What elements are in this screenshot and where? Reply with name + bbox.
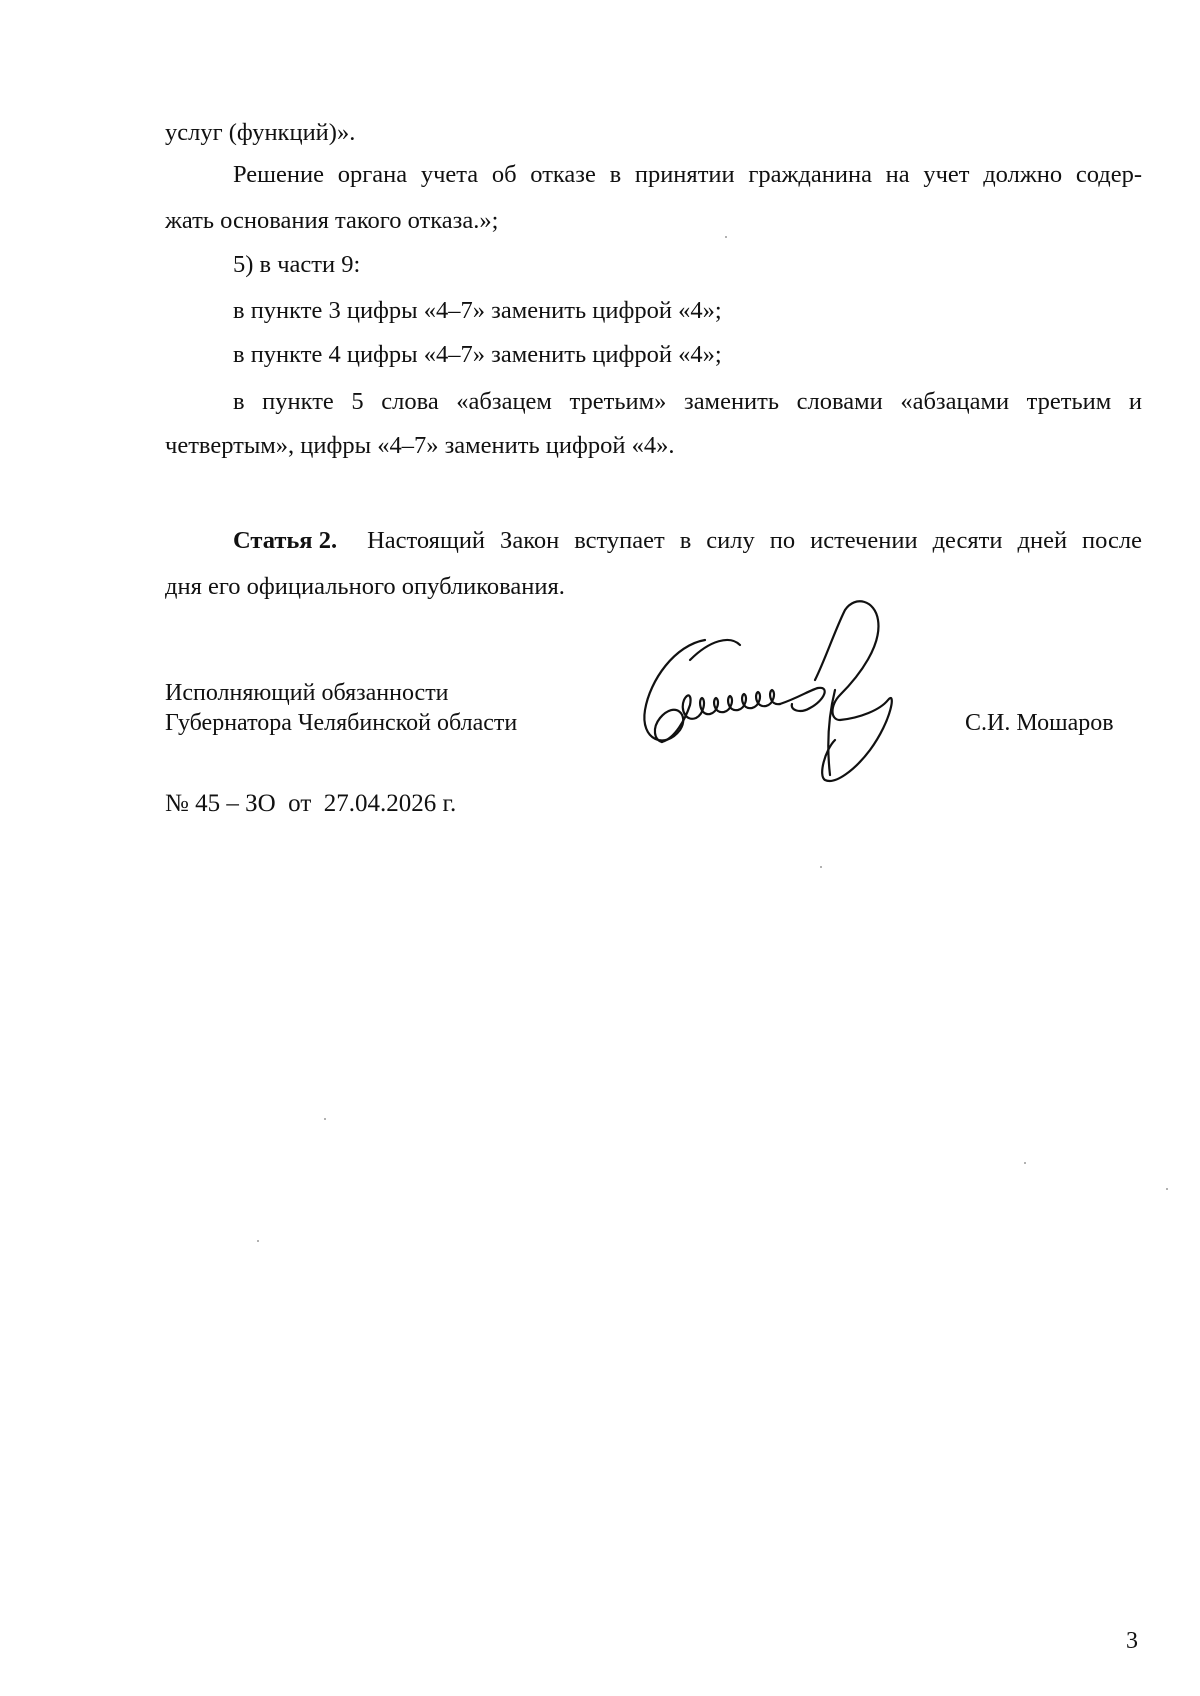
body-line: в пункте 5 слова «абзацем третьим» заменить словами «абзацами третьим и [233, 388, 1142, 415]
scan-speck [1024, 1162, 1026, 1164]
scan-speck [257, 1240, 259, 1242]
signer-position [165, 678, 517, 738]
body-line: жать основания такого отказа.»; [165, 207, 499, 234]
article-text: Настоящий Закон вступает в силу по истечении десяти дней после [367, 527, 1142, 554]
body-line: 5) в части 9: [233, 251, 361, 278]
body-line: четвертым», цифры «4–7» заменить цифрой «4». [165, 432, 675, 459]
body-line: в пункте 4 цифры «4–7» заменить цифрой «4»; [233, 341, 722, 368]
body-line: Решение органа учета об отказе в принятии гражданина на учет должно содер- [233, 161, 1142, 188]
document-number: № 45 – ЗО от 27.04.2026 г. [165, 790, 457, 817]
page-number: 3 [1126, 1628, 1138, 1654]
handwritten-signature [630, 600, 920, 800]
article-label: Статья 2. [233, 527, 338, 554]
scan-speck [820, 866, 822, 868]
scan-speck [725, 236, 727, 238]
signer-position-line: Исполняющий обязанности [165, 680, 449, 706]
signer-position-line: Губернатора Челябинской области [165, 710, 518, 736]
body-line: в пункте 3 цифры «4–7» заменить цифрой «4»; [233, 297, 722, 324]
article-second-line: дня его официального опубликования. [165, 573, 565, 600]
scan-speck [1166, 1188, 1168, 1190]
body-line: услуг (функций)». [165, 119, 356, 146]
article-first-line [233, 526, 1142, 556]
signer-name: С.И. Мошаров [965, 710, 1114, 736]
scan-speck [324, 1118, 326, 1120]
